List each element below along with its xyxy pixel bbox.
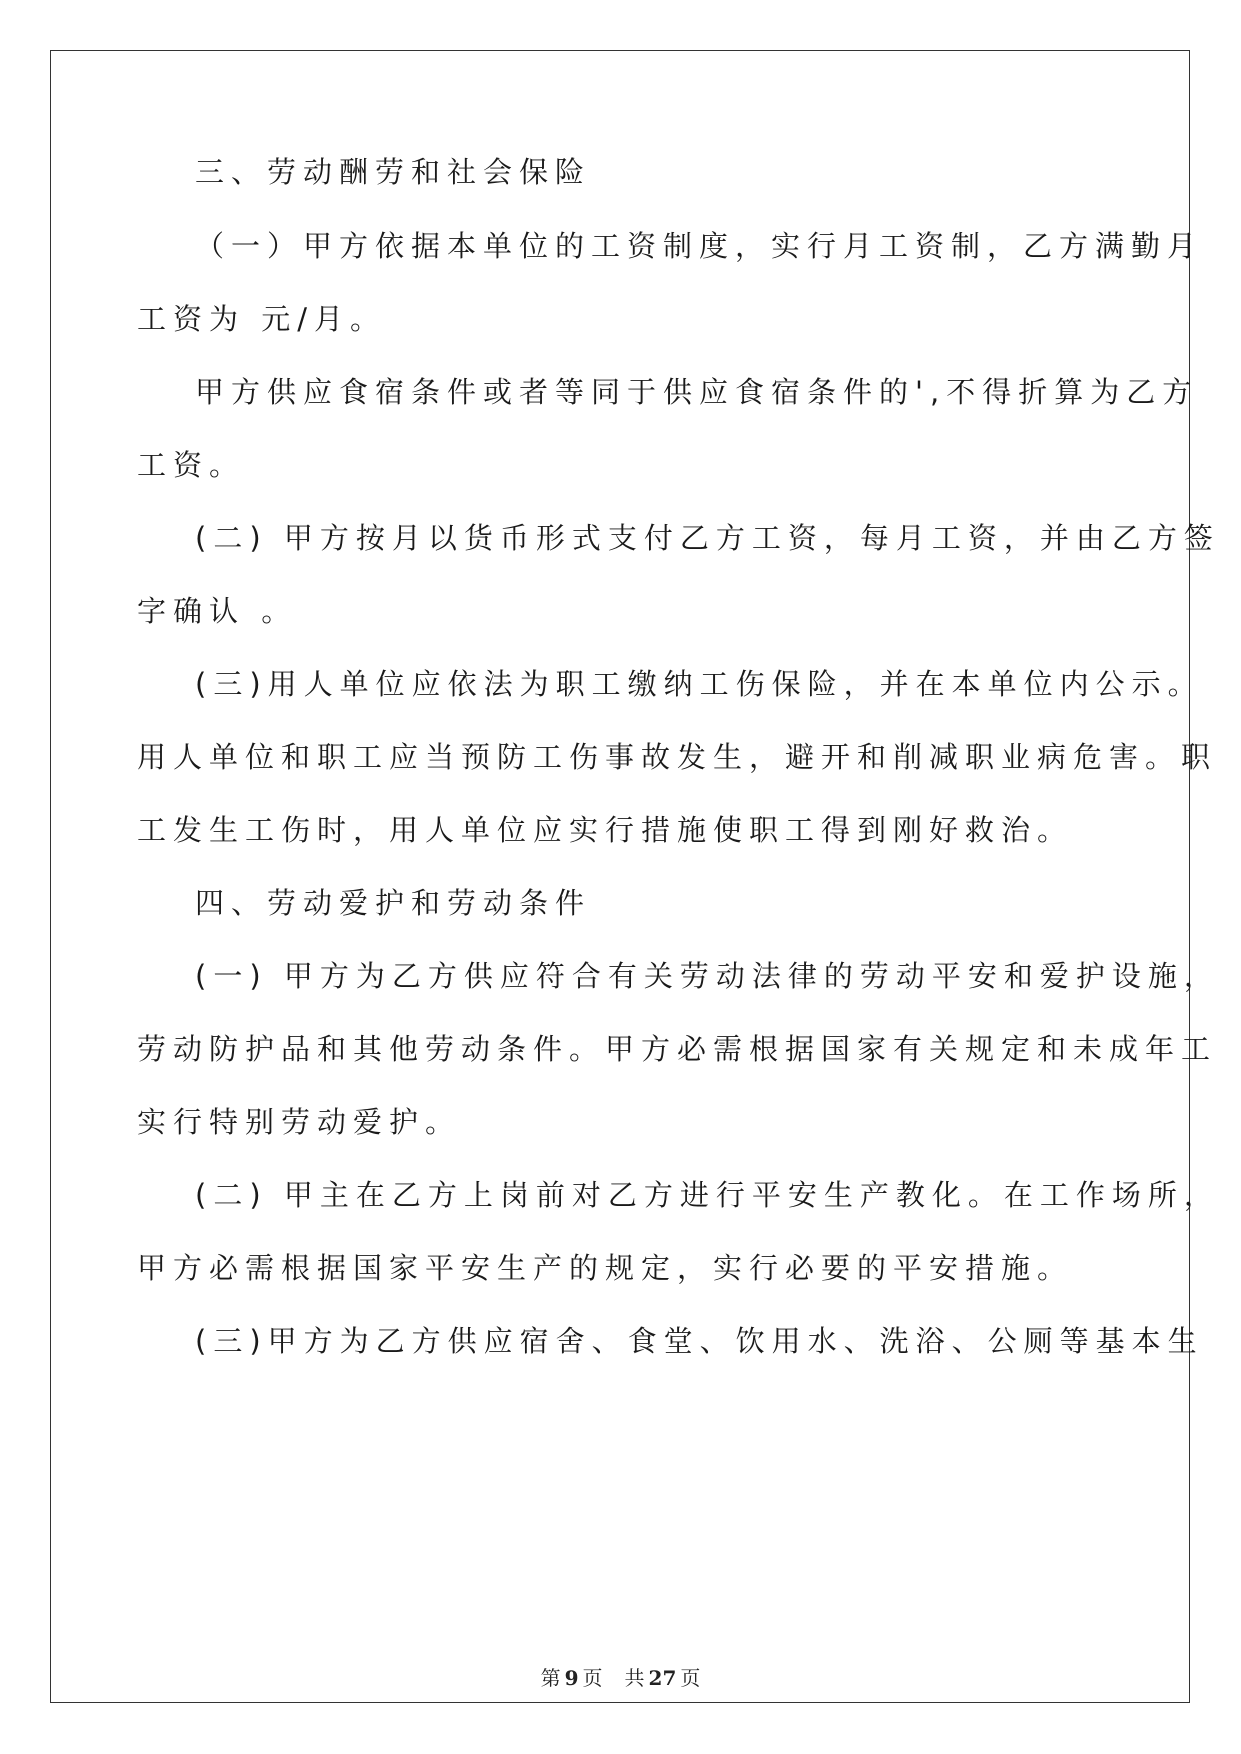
page-prefix: 第 (540, 1666, 561, 1690)
page-current: 9 (564, 1666, 579, 1690)
paragraph-line: (二) 甲主在乙方上岗前对乙方进行平安生产教化。在工作场所， (195, 1178, 1220, 1212)
section-heading-4: 四、劳动爱护和劳动条件 (195, 886, 592, 920)
paragraph-line: 实行特别劳动爱护。 (137, 1105, 462, 1139)
page-suffix: 页 (582, 1666, 603, 1690)
total-suffix: 页 (680, 1666, 701, 1690)
page-footer (0, 1662, 1241, 1691)
paragraph-line: （一）甲方依据本单位的工资制度，实行月工资制，乙方满勤月 (195, 229, 1204, 263)
paragraph-line: 甲方必需根据国家平安生产的规定，实行必要的平安措施。 (137, 1251, 1074, 1285)
paragraph-line: 字确认 。 (137, 594, 298, 628)
paragraph-line: (三)甲方为乙方供应宿舍、食堂、饮用水、洗浴、公厕等基本生 (195, 1324, 1204, 1358)
paragraph-line: 劳动防护品和其他劳动条件。甲方必需根据国家有关规定和未成年工 (137, 1032, 1218, 1066)
paragraph-line: (三)用人单位应依法为职工缴纳工伤保险，并在本单位内公示。 (195, 667, 1204, 701)
paragraph-line: 工资。 (137, 448, 246, 482)
paragraph-line: 工资为 元/月。 (137, 302, 386, 336)
section-heading-3: 三、劳动酬劳和社会保险 (195, 155, 592, 189)
paragraph-line: 甲方供应食宿条件或者等同于供应食宿条件的',不得折算为乙方 (195, 375, 1199, 409)
total-prefix: 共 (624, 1666, 645, 1690)
paragraph-line: (一) 甲方为乙方供应符合有关劳动法律的劳动平安和爱护设施， (195, 959, 1220, 993)
page-border (50, 50, 1190, 1703)
paragraph-line: (二) 甲方按月以货币形式支付乙方工资，每月工资，并由乙方签 (195, 521, 1220, 555)
page-total: 27 (648, 1666, 677, 1690)
paragraph-line: 工发生工伤时，用人单位应实行措施使职工得到刚好救治。 (137, 813, 1074, 847)
paragraph-line: 用人单位和职工应当预防工伤事故发生，避开和削减职业病危害。职 (137, 740, 1218, 774)
